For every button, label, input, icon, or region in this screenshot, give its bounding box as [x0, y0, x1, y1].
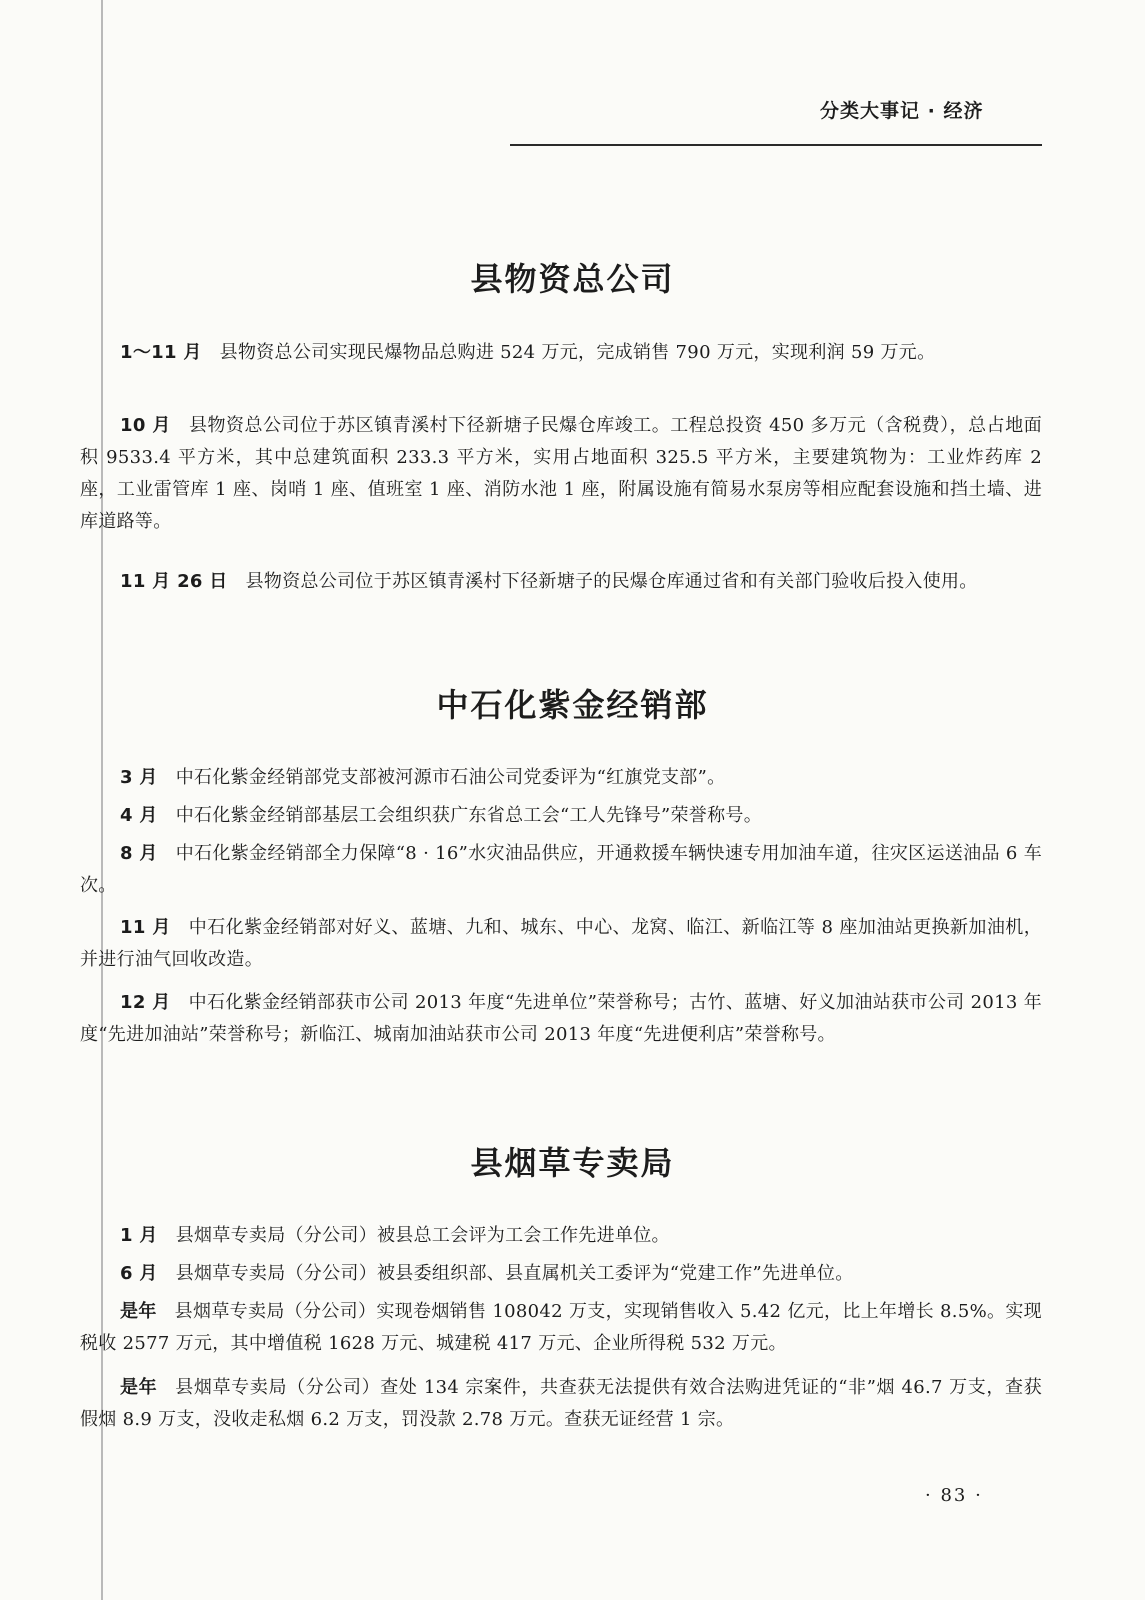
- event-entry: [80, 410, 1042, 538]
- event-text: 中石化紫金经销部基层工会组织获广东省总工会“工人先锋号”荣誉称号。: [175, 805, 763, 826]
- event-entry: [80, 1372, 1042, 1436]
- event-entry: [80, 912, 1042, 976]
- event-date: 6 月: [120, 1263, 158, 1284]
- event-entry: [80, 337, 1042, 369]
- event-text: 县物资总公司实现民爆物品总购进 524 万元，完成销售 790 万元，实现利润 59 万元。: [219, 342, 936, 363]
- event-date: 11 月 26 日: [120, 571, 228, 592]
- event-text: 县烟草专卖局（分公司）查处 134 宗案件，共查获无法提供有效合法购进凭证的“非”烟 46.7 万支，查获假烟 8.9 万支，没收走私烟 6.2 万支，罚没款 2.78 万元。查获无证经营 1 宗。: [80, 1377, 1042, 1430]
- page-number: · 83 ·: [925, 1485, 983, 1506]
- section-title: 县物资总公司: [470, 260, 675, 298]
- event-entry: [80, 566, 1042, 598]
- event-entry: [80, 800, 1042, 832]
- event-entry: [80, 838, 1042, 902]
- event-text: 县物资总公司位于苏区镇青溪村下径新塘子民爆仓库竣工。工程总投资 450 多万元（含税费），总占地面积 9533.4 平方米，其中总建筑面积 233.3 平方米，实用占地面积 325.5 平方米，主要建筑物为：工业炸药库 2 座，工业雷管库 1 座、岗哨 1 座、值班室 1 座、消防水池 1 座，附属设施有简易水泵房等相应配套设施和挡土墙、进库道路等。: [80, 415, 1043, 532]
- event-date: 8 月: [120, 843, 158, 864]
- event-entry: [80, 1220, 1042, 1252]
- event-date: 1 月: [120, 1225, 158, 1246]
- header-rule: [510, 144, 1042, 146]
- section-title: 县烟草专卖局: [470, 1144, 675, 1182]
- section-title: 中石化紫金经销部: [436, 686, 709, 724]
- event-text: 中石化紫金经销部对好义、蓝塘、九和、城东、中心、龙窝、临江、新临江等 8 座加油站更换新加油机，并进行油气回收改造。: [80, 917, 1043, 970]
- event-date: 1～11 月: [120, 342, 202, 363]
- event-date: 4 月: [120, 805, 158, 826]
- event-entry: [80, 1258, 1042, 1290]
- event-entry: [80, 987, 1042, 1051]
- event-date: 是年: [120, 1377, 158, 1398]
- event-entry: [80, 1296, 1042, 1360]
- event-text: 中石化紫金经销部党支部被河源市石油公司党委评为“红旗党支部”。: [175, 767, 726, 788]
- event-text: 县物资总公司位于苏区镇青溪村下径新塘子的民爆仓库通过省和有关部门验收后投入使用。: [245, 571, 978, 592]
- event-text: 县烟草专卖局（分公司）被县总工会评为工会工作先进单位。: [175, 1225, 670, 1246]
- event-text: 县烟草专卖局（分公司）实现卷烟销售 108042 万支，实现销售收入 5.42 亿元，比上年增长 8.5%。实现税收 2577 万元，其中增值税 1628 万元、城建税 417 万元、企业所得税 532 万元。: [80, 1301, 1042, 1354]
- event-text: 中石化紫金经销部获市公司 2013 年度“先进单位”荣誉称号；古竹、蓝塘、好义加油站获市公司 2013 年度“先进加油站”荣誉称号；新临江、城南加油站获市公司 2013 年度“先进便利店”荣誉称号。: [80, 992, 1042, 1045]
- event-date: 是年: [120, 1301, 157, 1322]
- event-date: 10 月: [120, 415, 171, 436]
- event-date: 11 月: [120, 917, 171, 938]
- event-entry: [80, 762, 1042, 794]
- event-text: 县烟草专卖局（分公司）被县委组织部、县直属机关工委评为“党建工作”先进单位。: [175, 1263, 854, 1284]
- event-date: 3 月: [120, 767, 158, 788]
- running-head: 分类大事记 · 经济: [820, 100, 984, 122]
- event-date: 12 月: [120, 992, 171, 1013]
- event-text: 中石化紫金经销部全力保障“8 · 16”水灾油品供应，开通救援车辆快速专用加油车道，往灾区运送油品 6 车次。: [80, 843, 1042, 896]
